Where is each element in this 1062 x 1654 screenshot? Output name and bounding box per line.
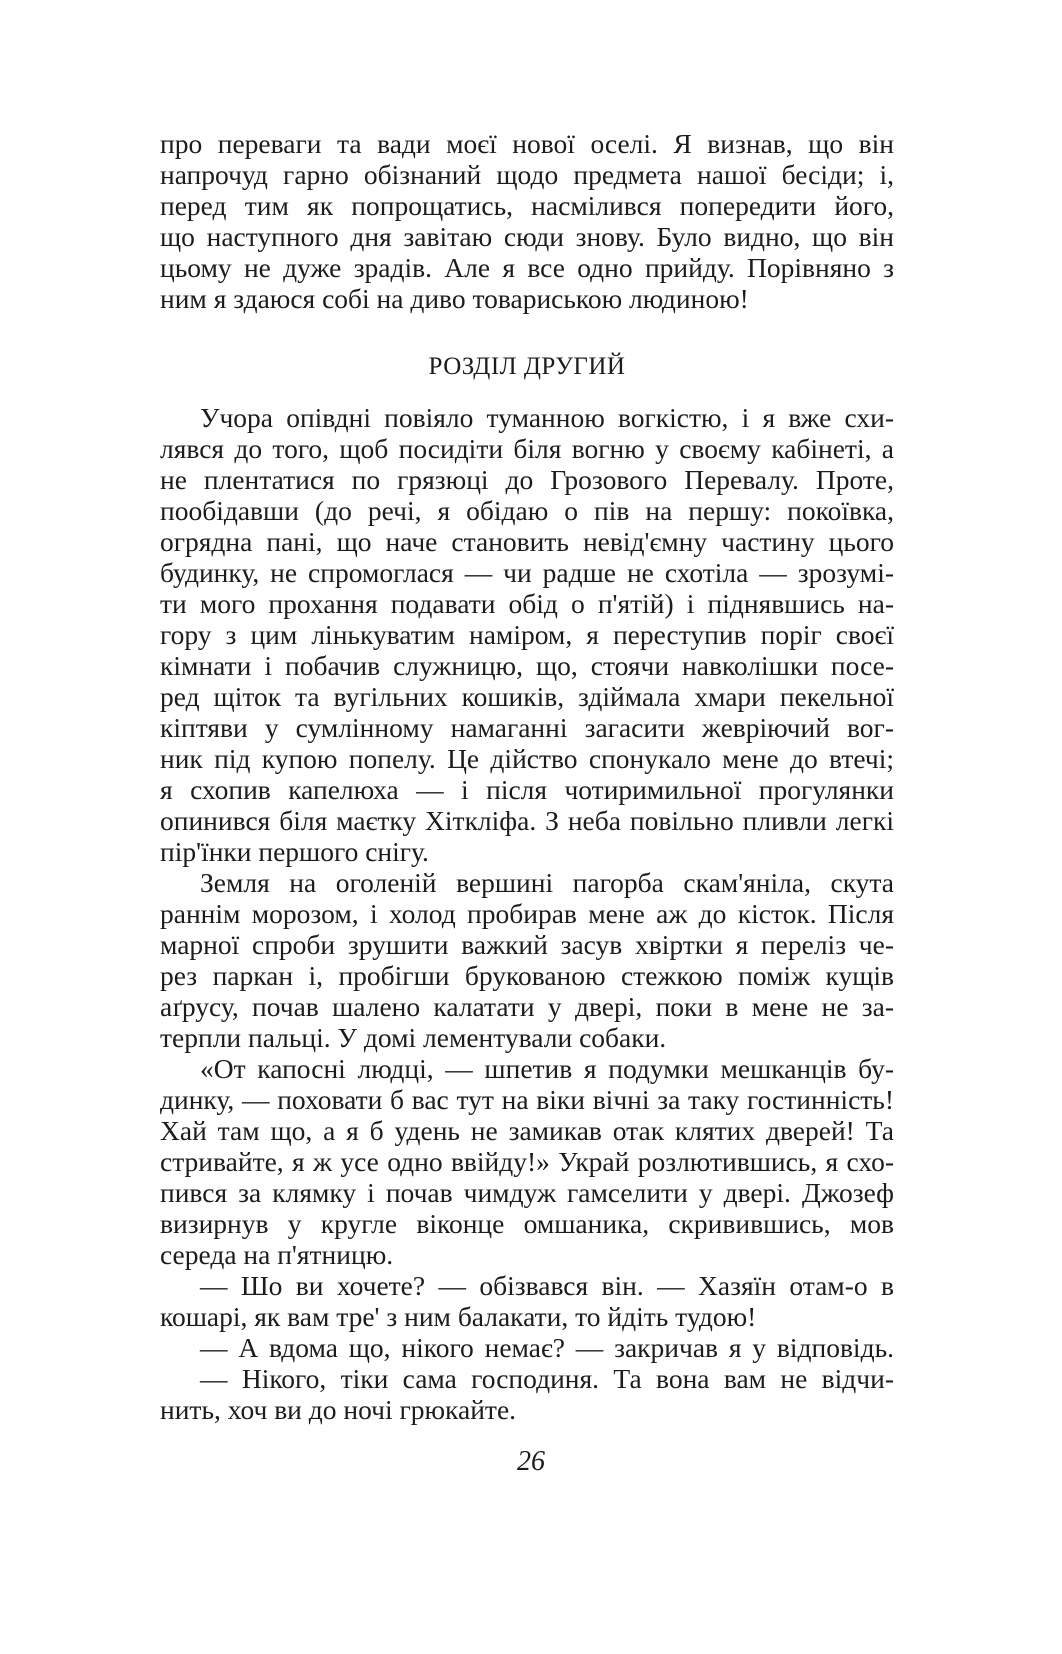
text-line: терпли пальці. У домі лементували собаки. [160, 1022, 667, 1053]
text-line: динку, — поховати б вас тут на віки вічні за таку гостинність! [160, 1084, 894, 1115]
paragraph-5 [160, 1332, 894, 1363]
text-line: марної спроби зрушити важкий засув хвіртки я переліз че- [160, 929, 894, 960]
page-body [160, 128, 894, 1425]
paragraph-3 [160, 1053, 894, 1270]
text-line: гору з цим лінькуватим наміром, я переступив поріг своєї [160, 619, 894, 650]
text-line: кіптяви у сумлінному намаганні загасити жевріючий вог- [160, 712, 894, 743]
text-line: ти мого прохання подавати обід о п'ятій) і піднявшись на- [160, 588, 894, 619]
text-line: напрочуд гарно обізнаний щодо предмета нашої бесіди; і, [160, 159, 894, 190]
text-line: Хай там що, а я б удень не замикав отак клятих дверей! Та [160, 1115, 894, 1146]
text-line: будинку, не спромоглася — чи радше не схотіла — зрозумі- [160, 557, 894, 588]
text-line: ник під купою попелу. Це дійство спонукало мене до втечі; [160, 743, 894, 774]
text-line: визирнув у кругле віконце омшаника, скривившись, мов [160, 1208, 894, 1239]
text-line: Земля на оголеній вершині пагорба скам'яніла, скута [200, 867, 894, 898]
text-line: нить, хоч ви до ночі грюкайте. [160, 1394, 517, 1425]
text-line: що наступного дня завітаю сюди знову. Було видно, що він [160, 221, 894, 252]
paragraph-6 [160, 1363, 894, 1425]
text-line: пився за клямку і почав чимдуж гамселити у двері. Джозеф [160, 1177, 894, 1208]
text-line: пір'їнки першого снігу. [160, 836, 429, 867]
text-line: — Нікого, тіки сама господиня. Та вона вам не відчи- [200, 1363, 894, 1394]
chapter-title: РОЗДІЛ ДРУГИЙ [428, 353, 626, 380]
text-line: середа на п'ятницю. [160, 1239, 394, 1270]
text-line: цьому не дуже зрадів. Але я все одно прийду. Порівняно з [160, 252, 894, 283]
page-number: 26 [517, 1446, 545, 1477]
paragraph-2 [160, 867, 894, 1053]
text-line: про переваги та вади моєї нової оселі. Я визнав, що він [160, 128, 894, 159]
text-line: аґрусу, почав шалено калатати у двері, поки в мене не за- [160, 991, 894, 1022]
text-line: — А вдома що, нікого немає? — закричав я у відповідь. [200, 1332, 894, 1363]
text-line: — Шо ви хочете? — обізвався він. — Хазяїн отам-о в [200, 1270, 894, 1301]
text-line: я схопив капелюха — і після чотиримильної прогулянки [160, 774, 894, 805]
paragraph-1 [160, 402, 894, 867]
text-line: рез паркан і, пробігши брукованою стежкою поміж кущів [160, 960, 894, 991]
text-line: опинився біля маєтку Хіткліфа. З неба повільно пливли легкі [160, 805, 894, 836]
text-line: огрядна пані, що наче становить невід'ємну частину цього [160, 526, 894, 557]
text-line: стривайте, я ж усе одно ввійду!» Украй розлютившись, я схо- [160, 1146, 894, 1177]
text-line: раннім морозом, і холод пробирав мене аж до кісток. Після [160, 898, 894, 929]
text-line: кімнати і побачив служницю, що, стоячи навколішки посе- [160, 650, 894, 681]
text-line: лявся до того, щоб посидіти біля вогню у своєму кабінеті, а [160, 433, 894, 464]
text-line: ред щіток та вугільних кошиків, здіймала хмари пекельної [160, 681, 894, 712]
paragraph-4 [160, 1270, 894, 1332]
text-line: пообідавши (до речі, я обідаю о пів на першу: покоївка, [160, 495, 894, 526]
top-paragraph [160, 128, 894, 314]
text-line: Учора опівдні повіяло туманною вогкістю, і я вже схи- [200, 402, 894, 433]
text-line: кошарі, як вам тре' з ним балакати, то йдіть тудою! [160, 1301, 757, 1332]
text-line: ним я здаюся собі на диво товариською людиною! [160, 283, 749, 314]
text-line: перед тим як попрощатись, насмілився попередити його, [160, 190, 894, 221]
text-line: не плентатися по грязюці до Грозового Перевалу. Проте, [160, 464, 894, 495]
text-line: «От капосні людці, — шпетив я подумки мешканців бу- [200, 1053, 894, 1084]
